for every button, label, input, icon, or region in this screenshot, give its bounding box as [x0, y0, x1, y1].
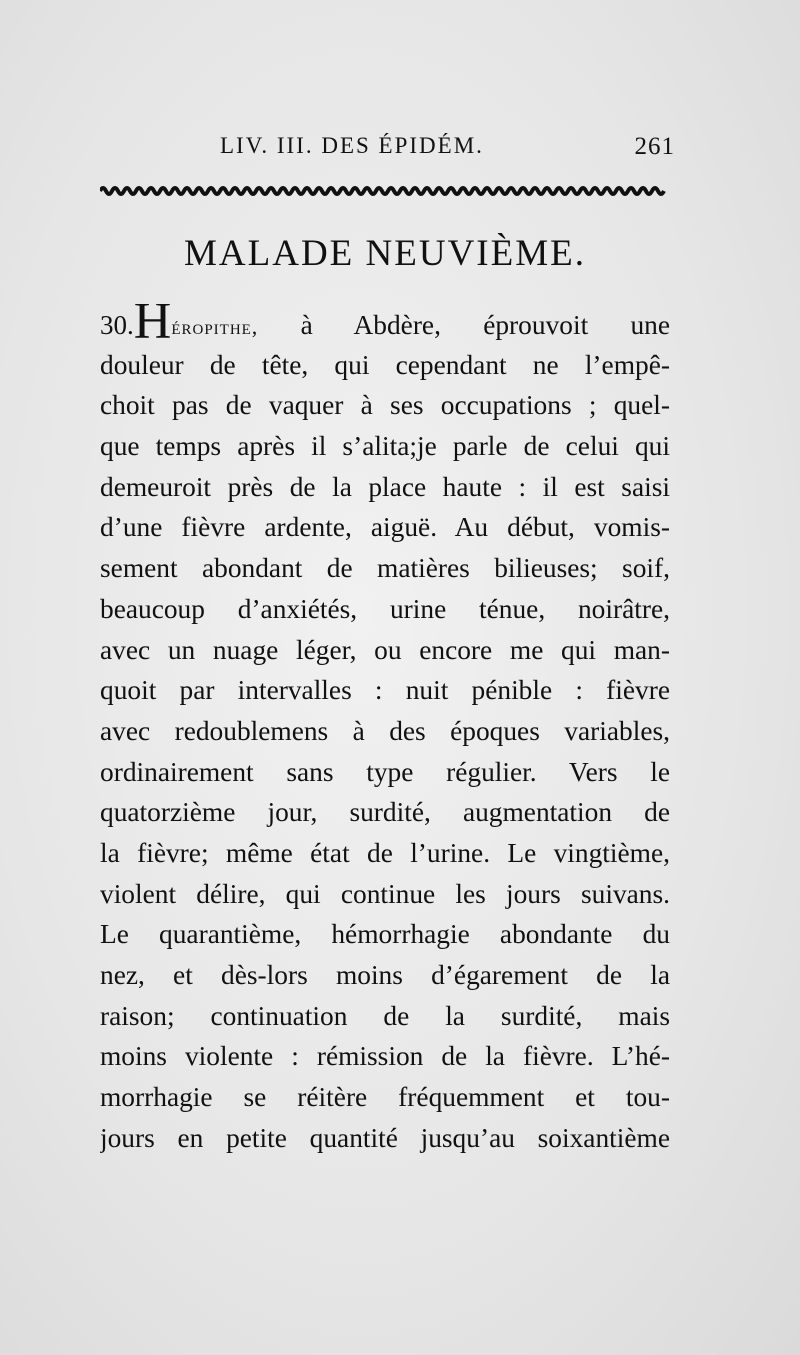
text-line: d’une fièvre ardente, aiguë. Au début, vomis-	[100, 512, 670, 543]
section-heading: MALADE NEUVIÈME.	[184, 233, 586, 274]
drop-cap: H	[133, 304, 172, 345]
text-line: quatorzième jour, surdité, augmentation de	[100, 797, 670, 828]
text-line: violent délire, qui continue les jours suivans.	[100, 878, 670, 909]
page-number: 261	[634, 133, 675, 160]
patient-name: éropithe,	[171, 314, 259, 339]
text-line: raison; continuation de la surdité, mais	[100, 1000, 670, 1031]
text-line: avec un nuage léger, ou encore me qui man-	[100, 634, 670, 665]
text-line: sement abondant de matières bilieuses; soif,	[100, 553, 670, 584]
text-line: ordinairement sans type régulier. Vers le	[100, 756, 670, 787]
text-line: morrhagie se réitère fréquemment et tou-	[100, 1082, 670, 1113]
text-line: jours en petite quantité jusqu’au soixantième	[100, 1122, 670, 1153]
paragraph-number: 30.	[100, 310, 134, 340]
text-line: la fièvre; même état de l’urine. Le vingtième,	[100, 837, 670, 868]
text-line: choit pas de vaquer à ses occupations ; quel-	[100, 390, 670, 421]
wavy-rule-icon	[100, 181, 670, 201]
text-line: douleur de tête, qui cependant ne l’empê-	[100, 349, 670, 380]
text-line: beaucoup d’anxiétés, urine ténue, noirâtre,	[100, 593, 670, 624]
text-line: Le quarantième, hémorrhagie abondante du	[100, 919, 670, 950]
body-text	[100, 304, 670, 1158]
text-line: quoit par intervalles : nuit pénible : fièvre	[100, 675, 670, 706]
text-line: que temps après il s’alita;je parle de celui qui	[100, 431, 670, 462]
running-head	[100, 133, 675, 169]
first-line-text: à Abdère, éprouvoit une	[300, 310, 670, 340]
text-line: nez, et dès-lors moins d’égarement de la	[100, 960, 670, 990]
text-line: demeuroit près de la place haute : il est saisi	[100, 471, 670, 502]
text-line: moins violente : rémission de la fièvre. L’hé-	[100, 1041, 670, 1072]
running-head-title: LIV. III. DES ÉPIDÉM.	[220, 133, 484, 158]
text-line: avec redoublemens à des époques variables,	[100, 715, 670, 746]
paragraph-first-line	[100, 304, 670, 345]
